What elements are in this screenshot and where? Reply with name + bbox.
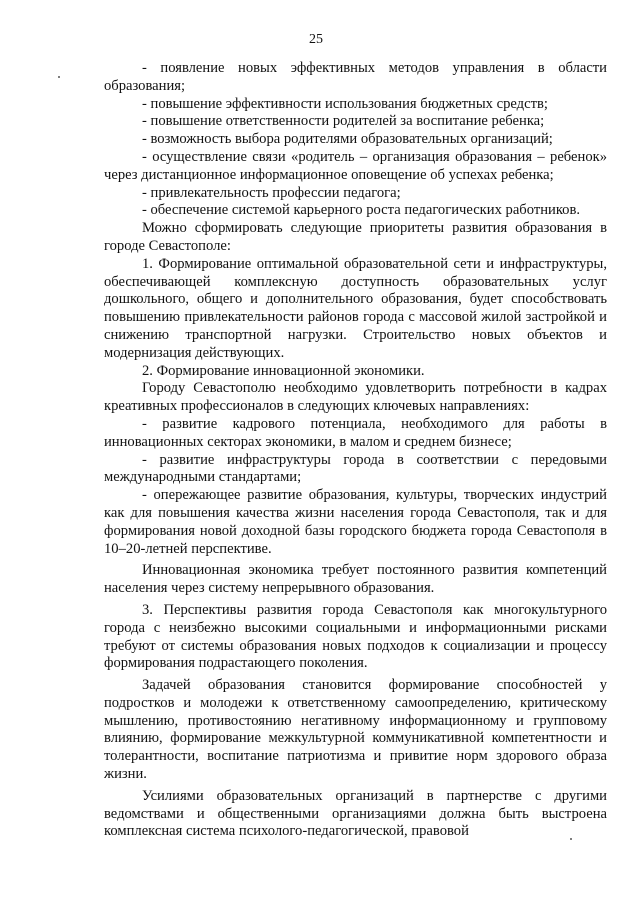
paragraph: 3. Перспективы развития города Севастополя как многокультурного города с неизбежно высокими социальными и информационными рисками требуют от системы образования новых подходов к социализации и процессу формирования подрастающего поколения. [104,601,607,672]
paragraph: 1. Формирование оптимальной образовательной сети и инфраструктуры, обеспечивающей комплексную доступность образовательных услуг дошкольного, общего и дополнительного образования, будет способствовать повышению привлекательности районов города с массовой жилой застройкой и снижению транспортной нагрузки. Строительство новых объектов и модернизация действующих. [104,255,607,361]
paragraph: - осуществление связи «родитель – организация образования – ребенок» через дистанционное информационное оповещение об успехах ребенка; [104,148,607,183]
paragraph: Городу Севастополю необходимо удовлетворить потребности в кадрах креативных профессионалов в следующих ключевых направлениях: [104,380,607,415]
paragraph: - возможность выбора родителями образовательных организаций; [142,131,553,148]
paragraph: - появление новых эффективных методов управления в области образования; [104,60,607,94]
paragraph: Инновационная экономика требует постоянного развития компетенций населения через систему непрерывного образования. [104,562,607,597]
paragraph: - повышение ответственности родителей за воспитание ребенка; [142,113,545,130]
paragraph: - привлекательность профессии педагога; [142,184,401,201]
paragraph: - развитие инфраструктуры города в соответствии с передовыми международными стандартами; [104,451,607,486]
paragraph: - повышение эффективности использования бюджетных средств; [142,95,548,112]
page-number: 25 [309,32,323,47]
paragraph: Задачей образования становится формирование способностей у подростков и молодежи к ответственному самоопределению, критическому мышлению, противостоянию негативному информационному и групповому влиянию, формирование межкультурной коммуникативной компетентности и толерантности, воспитание патриотизма и привитие норм здорового образа жизни. [104,677,607,783]
paragraph: Усилиями образовательных организаций в партнерстве с другими ведомствами и общественными организациями должна быть выстроена комплексная система психолого-педагогической, правовой [104,787,607,840]
body-text [104,60,607,841]
paragraph: - опережающее развитие образования, культуры, творческих индустрий как для повышения качества жизни населения города Севастополя, так и для формирования новой доходной базы городского бюджета города Севастополя в 10–20-летней перспективе. [104,487,607,557]
paragraph: 2. Формирование инновационной экономики. [142,362,425,379]
paragraph: - развитие кадрового потенциала, необходимого для работы в инновационных секторах экономики, в малом и среднем бизнесе; [104,415,607,450]
paragraph: Можно сформировать следующие приоритеты развития образования в городе Севастополе: [104,220,607,254]
scan-speck [58,76,60,78]
paragraph: - обеспечение системой карьерного роста педагогических работников. [142,202,581,219]
